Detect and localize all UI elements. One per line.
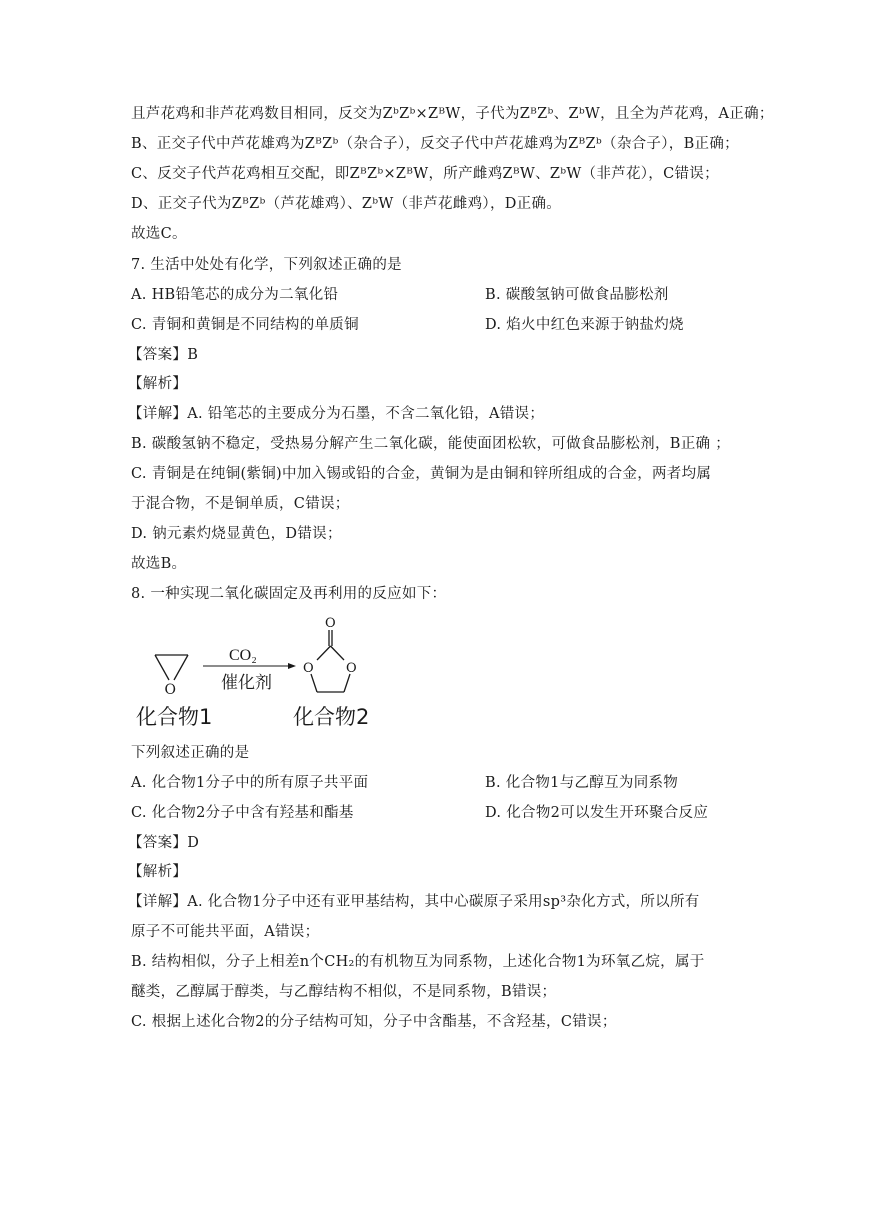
ring-oxygen-left: O xyxy=(303,661,314,676)
q7-answer: 【答案】B xyxy=(128,347,199,363)
q8-detail-line: 原子不可能共平面，A错误； xyxy=(131,924,320,940)
q8-option-b: B. 化合物1与乙醇互为同系物 xyxy=(485,775,679,791)
q8-detail-line: 【详解】A. 化合物1分子中还有亚甲基结构，其中心碳原子采用sp³杂化方式，所以所有 xyxy=(128,894,700,910)
q7-detail-line: 于混合物，不是铜单质，C错误； xyxy=(131,496,350,512)
text-line: B、正交子代中芦花雄鸡为ZᴮZᵇ（杂合子），反交子代中芦花雄鸡为ZᴮZᵇ（杂合子），B正确； xyxy=(131,136,739,152)
q8-detail-line: B. 结构相似，分子上相差n个CH₂的有机物互为同系物，上述化合物1为环氧乙烷，属于 xyxy=(131,954,705,970)
q7-option-c: C. 青铜和黄铜是不同结构的单质铜 xyxy=(131,317,359,333)
q8-option-d: D. 化合物2可以发生开环聚合反应 xyxy=(485,805,709,821)
question-7-stem: 7. 生活中处处有化学，下列叙述正确的是 xyxy=(131,257,402,273)
text-line: C、反交子代芦花鸡相互交配，即ZᴮZᵇ×ZᴮW，所产雌鸡ZᴮW、ZᵇW（非芦花），C错误； xyxy=(131,166,719,182)
reagent-label: CO₂ xyxy=(229,647,257,664)
question-8-stem: 8. 一种实现二氧化碳固定及再利用的反应如下： xyxy=(131,586,447,602)
reaction-scheme xyxy=(131,608,431,738)
compound2-structure xyxy=(311,630,350,692)
compound2-label: 化合物2 xyxy=(293,705,370,729)
q8-question: 下列叙述正确的是 xyxy=(131,745,250,761)
compound1-oxygen: O xyxy=(164,682,176,698)
q8-detail-line: C. 根据上述化合物2的分子结构可知，分子中含酯基，不含羟基，C错误； xyxy=(131,1014,617,1030)
q8-analysis-heading: 【解析】 xyxy=(128,864,188,880)
q7-option-b: B. 碳酸氢钠可做食品膨松剂 xyxy=(485,287,669,303)
text-line: 故选C。 xyxy=(131,226,187,242)
q7-analysis-heading: 【解析】 xyxy=(128,376,188,392)
carbonyl-oxygen: O xyxy=(325,616,336,631)
ring-oxygen-right: O xyxy=(346,661,357,676)
compound1-structure xyxy=(155,655,188,680)
q7-detail-line: C. 青铜是在纯铜(紫铜)中加入锡或铅的合金，黄铜为是由铜和锌所组成的合金，两者均属 xyxy=(131,466,712,482)
catalyst-label: 催化剂 xyxy=(221,673,272,693)
text-line: D、正交子代为ZᴮZᵇ（芦花雄鸡）、ZᵇW（非芦花雌鸡），D正确。 xyxy=(131,196,562,212)
q7-detail-line: D. 钠元素灼烧显黄色，D错误； xyxy=(131,526,342,542)
q8-option-a: A. 化合物1分子中的所有原子共平面 xyxy=(131,775,369,791)
q7-detail-line: B. 碳酸氢钠不稳定，受热易分解产生二氧化碳，能使面团松软，可做食品膨松剂，B正确 ； xyxy=(131,436,731,452)
compound1-label: 化合物1 xyxy=(136,705,213,729)
q7-detail-line: 【详解】A. 铅笔芯的主要成分为石墨，不含二氧化铅，A错误； xyxy=(128,406,545,422)
q8-detail-line: 醚类，乙醇属于醇类，与乙醇结构不相似，不是同系物，B错误； xyxy=(131,984,557,1000)
reaction-diagram xyxy=(131,608,431,738)
q8-option-c: C. 化合物2分子中含有羟基和酯基 xyxy=(131,805,354,821)
text-line: 且芦花鸡和非芦花鸡数目相同，反交为ZᵇZᵇ×ZᴮW，子代为ZᴮZᵇ、ZᵇW，且全为芦花鸡，A正确； xyxy=(131,106,774,122)
q7-detail-line: 故选B。 xyxy=(131,556,187,572)
q8-answer: 【答案】D xyxy=(128,835,200,851)
q7-option-d: D. 焰火中红色来源于钠盐灼烧 xyxy=(485,317,684,333)
q7-option-a: A. HB铅笔芯的成分为二氧化铅 xyxy=(131,287,339,303)
